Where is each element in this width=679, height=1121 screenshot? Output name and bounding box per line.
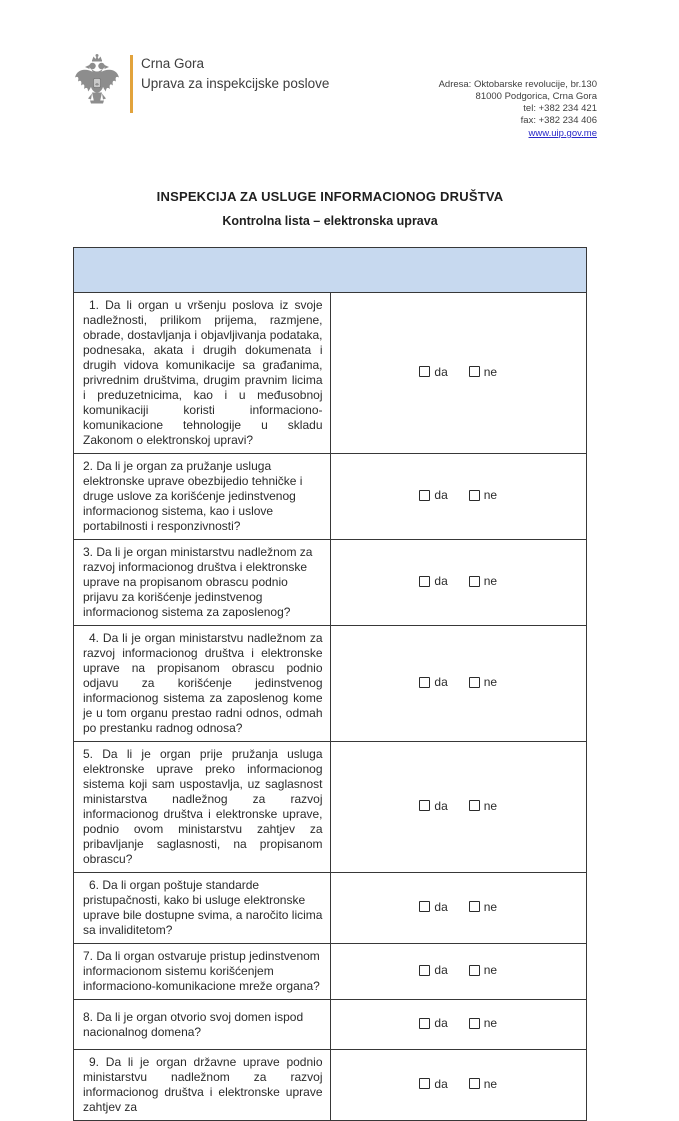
page-subtitle: Kontrolna lista – elektronska uprava	[222, 214, 438, 228]
answer-no-label: ne	[483, 574, 498, 588]
checkbox-da[interactable]	[419, 1018, 430, 1029]
table-row	[74, 873, 587, 944]
checkbox-ne[interactable]	[469, 366, 480, 377]
answer-no-group[interactable]	[469, 365, 497, 379]
answer-yes-group[interactable]	[419, 1016, 447, 1030]
checkbox-ne[interactable]	[469, 1018, 480, 1029]
answer-cell	[330, 944, 587, 1000]
answer-cell	[330, 626, 587, 742]
question-text: 2. Da li je organ za pružanje usluga elektronske uprave obezbijedio tehničke i druge uslove za korišćenje jedinstvenog informacionog sistema, kao i uslove portabilnosti i responzivnosti?	[74, 454, 331, 540]
question-text: 6. Da li organ poštuje standarde pristupačnosti, kako bi usluge elektronske uprave bile dostupne svima, a naročito licima sa invaliditetom?	[74, 873, 331, 944]
answer-no-group[interactable]	[469, 1077, 497, 1091]
answer-no-label: ne	[483, 488, 498, 502]
answer-yes-label: da	[434, 899, 448, 914]
question-text: 3. Da li je organ ministarstvu nadležnom za razvoj informacionog društva i elektronske uprave na propisanom obrascu podnio prijavu za korišćenje jedinstvenog informacionog sistema za zaposlenog?	[74, 540, 331, 626]
answer-cell	[330, 454, 587, 540]
org-country: Crna Gora	[141, 56, 205, 71]
answer-no-group[interactable]	[469, 963, 497, 977]
answer-no-label: ne	[483, 963, 498, 977]
answer-yes-label: da	[434, 675, 448, 689]
answer-cell	[330, 1050, 587, 1121]
question-text: 8. Da li je organ otvorio svoj domen ispod nacionalnog domena?	[74, 1000, 331, 1050]
answer-yes-label: da	[434, 488, 448, 502]
answer-yes-label: da	[434, 574, 448, 588]
address-line: Adresa: Oktobarske revolucije, br.130	[438, 79, 597, 90]
checkbox-ne[interactable]	[469, 576, 480, 587]
answer-yes-label: da	[434, 1076, 448, 1091]
checkbox-ne[interactable]	[469, 1078, 480, 1089]
answer-yes-group[interactable]	[419, 963, 447, 977]
answer-yes-label: da	[434, 963, 448, 977]
answer-yes-label: da	[434, 364, 448, 379]
answer-yes-group[interactable]	[419, 488, 447, 502]
answer-cell	[330, 1000, 587, 1050]
website-link[interactable]: www.uip.gov.me	[528, 128, 597, 139]
table-row	[74, 626, 587, 742]
checkbox-da[interactable]	[419, 677, 430, 688]
checkbox-ne[interactable]	[469, 800, 480, 811]
address-line: fax: +382 234 406	[520, 115, 597, 126]
checkbox-da[interactable]	[419, 366, 430, 377]
checklist-table	[73, 247, 587, 1121]
org-block	[141, 54, 329, 94]
checkbox-ne[interactable]	[469, 677, 480, 688]
table-row	[74, 293, 587, 454]
table-row	[74, 1050, 587, 1121]
answer-cell	[330, 540, 587, 626]
checkbox-ne[interactable]	[469, 965, 480, 976]
checkbox-ne[interactable]	[469, 901, 480, 912]
answer-no-label: ne	[483, 1076, 498, 1091]
answer-no-group[interactable]	[469, 1016, 497, 1030]
org-name: Uprava za inspekcijske poslove	[141, 76, 330, 91]
checkbox-da[interactable]	[419, 901, 430, 912]
checkbox-da[interactable]	[419, 576, 430, 587]
table-row	[74, 454, 587, 540]
answer-yes-group[interactable]	[419, 675, 447, 689]
answer-cell	[330, 873, 587, 944]
montenegro-coat-of-arms-icon	[72, 52, 122, 113]
answer-yes-group[interactable]	[419, 574, 447, 588]
table-row	[74, 1000, 587, 1050]
answer-yes-label: da	[434, 798, 448, 813]
question-text: 4. Da li je organ ministarstvu nadležnom za razvoj informacionog društva i elektronske uprave na propisanom obrascu podnio odjavu za korišćenje jedinstvenog informacionog sistema za zaposlenog kome je u tom organu prestao radni odnos, odmah po prestanku radnog odnosa?	[74, 626, 331, 742]
address-block	[439, 79, 597, 140]
address-line: tel: +382 234 421	[523, 103, 597, 114]
answer-cell	[330, 293, 587, 454]
question-text: 1. Da li organ u vršenju poslova iz svoje nadležnosti, prilikom prijema, razmjene, obrade, dostavljanja i objavljivanja podataka, podnesaka, akata i drugih dokumenata i drugih vidova komunikacije sa građanima, privrednim društvima, drugim pravnim licima i preduzetnicima, kao i u međusobnoj komunikaciji koristi informaciono-komunikacione tehnologije u skladu Zakonom o elektronskoj upravi?	[74, 293, 331, 454]
answer-no-label: ne	[483, 798, 498, 813]
checklist-body	[74, 293, 587, 1121]
address-line: 81000 Podgorica, Crna Gora	[475, 91, 597, 102]
checkbox-da[interactable]	[419, 1078, 430, 1089]
answer-yes-group[interactable]	[419, 1077, 447, 1091]
answer-no-label: ne	[483, 899, 498, 914]
answer-yes-group[interactable]	[419, 799, 447, 813]
table-row	[74, 540, 587, 626]
checkbox-da[interactable]	[419, 490, 430, 501]
answer-no-label: ne	[483, 364, 498, 379]
question-text: 9. Da li je organ državne uprave podnio ministarstvu nadležnom za razvoj informacionog društva i elektronske uprave zahtjev za	[74, 1050, 331, 1121]
answer-no-group[interactable]	[469, 574, 497, 588]
table-row	[74, 742, 587, 873]
table-header-row	[74, 248, 587, 293]
page-title: INSPEKCIJA ZA USLUGE INFORMACIONOG DRUŠTVA	[156, 189, 504, 204]
answer-no-group[interactable]	[469, 675, 497, 689]
answer-no-group[interactable]	[469, 799, 497, 813]
answer-no-label: ne	[483, 1016, 498, 1030]
answer-yes-label: da	[434, 1016, 448, 1030]
answer-no-group[interactable]	[469, 900, 497, 914]
answer-no-group[interactable]	[469, 488, 497, 502]
answer-cell	[330, 742, 587, 873]
checkbox-ne[interactable]	[469, 490, 480, 501]
letterhead-divider	[130, 55, 133, 113]
table-header-band	[74, 248, 587, 293]
answer-yes-group[interactable]	[419, 900, 447, 914]
question-text: 5. Da li je organ prije pružanja usluga elektronske uprave preko informacionog sistema koji sam uspostavlja, uz saglasnost ministarstva nadležnog za razvoj informacionog društva i elektronske uprave, podnio ovom ministarstvu zahtjev za pribavljanje saglasnosti, na propisanom obrascu?	[74, 742, 331, 873]
table-row	[74, 944, 587, 1000]
answer-yes-group[interactable]	[419, 365, 447, 379]
answer-no-label: ne	[483, 675, 498, 689]
question-text: 7. Da li organ ostvaruje pristup jedinstvenom informacionom sistemu korišćenjem informaciono-komunikacione mreže organa?	[74, 944, 331, 1000]
checkbox-da[interactable]	[419, 965, 430, 976]
checkbox-da[interactable]	[419, 800, 430, 811]
